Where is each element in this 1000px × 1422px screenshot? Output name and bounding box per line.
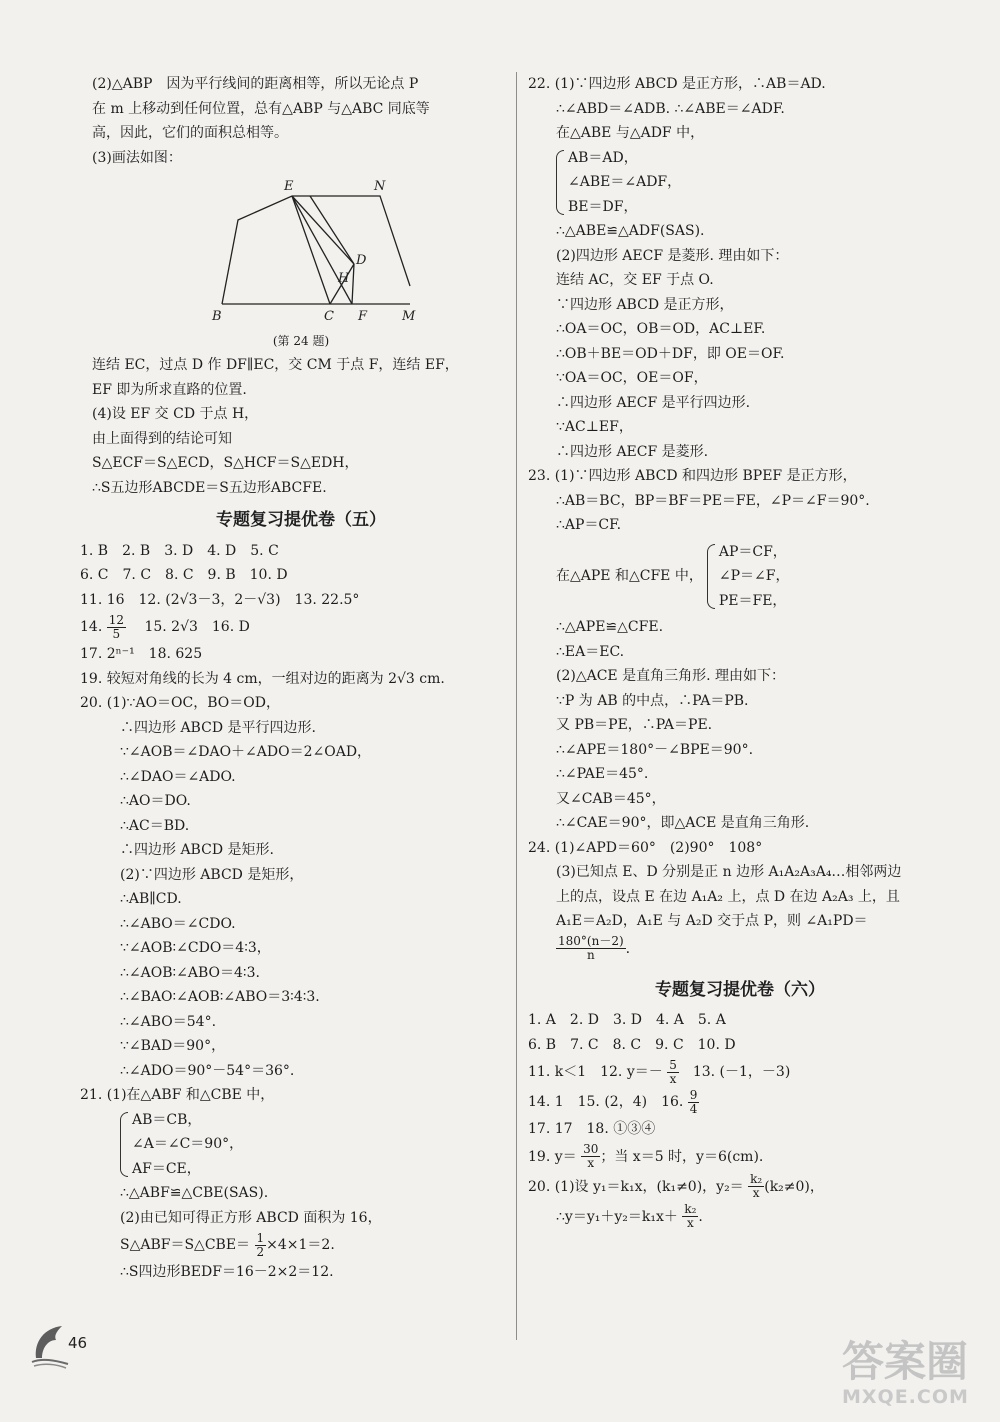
text-line: (3)已知点 E、D 分别是正 n 边形 A₁A₂A₃A₄…相邻两边: [556, 864, 902, 880]
text-line: ∴∠CAE＝90°，即△ACE 是直角三角形.: [556, 815, 810, 831]
answer-line: 6. B 7. C 8. C 9. C 10. D: [528, 1036, 736, 1053]
text-line: 连结 AC，交 EF 于点 O.: [556, 272, 714, 288]
answer-line: 11. 16 12. (2√3－3，2－√3) 13. 22.5°: [80, 591, 360, 608]
q19-fraction: [581, 1143, 600, 1170]
right-column: [528, 72, 952, 1232]
text-line: S△ECF＝S△ECD，S△HCF＝S△EDH，: [92, 455, 359, 471]
brace-lead: 在△APE 和△CFE 中，: [556, 568, 703, 584]
line-ed: [292, 196, 354, 264]
text-line: ∴四边形 AECF 是平行四边形.: [556, 394, 751, 411]
fraction-tail: .: [625, 940, 631, 957]
text-line: ∵OA＝OC，OE＝OF，: [556, 370, 708, 386]
text-line: (2)△ABP 因为平行线间的距离相等，所以无论点 P: [92, 76, 419, 92]
fraction-denominator: 2: [256, 1244, 265, 1259]
fraction-denominator: x: [587, 1156, 595, 1170]
fraction-denominator: x: [752, 1186, 760, 1200]
figure-caption: (第 24 题): [272, 333, 330, 348]
text-line: ∴AO＝DO.: [120, 793, 191, 809]
q20-fraction: [748, 1173, 764, 1200]
answer-line-q20: [528, 1172, 952, 1202]
section-title-5: 专题复习提优卷（五）: [216, 510, 386, 530]
q20-line2-lead: ∴y＝y₁＋y₂＝k₁x＋: [556, 1208, 678, 1225]
answer-line-q14: [528, 1087, 952, 1117]
label-c: C: [324, 309, 334, 324]
text-line: ∴∠BAO∶∠AOB∶∠ABO＝3∶4∶3.: [120, 989, 320, 1005]
answer-line: 1. B 2. B 3. D 4. D 5. C: [80, 542, 279, 559]
label-b: B: [212, 309, 222, 324]
answer-line-q19: [528, 1142, 952, 1172]
label-f: F: [358, 309, 368, 324]
brace-line: ∠ABE＝∠ADF，: [568, 174, 682, 190]
text-line: 由上面得到的结论可知: [92, 430, 232, 447]
text-line: ∵四边形 ABCD 是正方形，: [556, 296, 734, 313]
text-line: (3)画法如图：: [92, 149, 182, 166]
text-line: EF 即为所求直路的位置.: [92, 381, 247, 398]
q21-area-line: [120, 1230, 510, 1260]
text-line: ∵∠BAD＝90°，: [120, 1038, 226, 1054]
answer-line: 17. 17 18. ①③④: [528, 1121, 656, 1137]
label-n: N: [374, 179, 386, 194]
text-line: ∴AP＝CF.: [556, 517, 622, 533]
fraction-numerator: 12: [108, 612, 124, 627]
line-df: [310, 196, 354, 264]
text-line: ∴OB＋BE＝OD＋DF，即 OE＝OF.: [556, 345, 785, 362]
text-line: ∴∠ABD＝∠ADB. ∴∠ABE＝∠ADF.: [556, 100, 785, 117]
text-line: ∴∠ABO＝∠CDO.: [120, 915, 236, 932]
text-line: 又∠CAB＝45°，: [556, 790, 666, 807]
watermark-text: 答案圈: [842, 1337, 969, 1386]
q19-tail: ；当 x＝5 时，y＝6(cm).: [600, 1148, 764, 1165]
q22-brace-system: [556, 146, 681, 220]
answer-line: 1. A 2. D 3. D 4. A 5. A: [528, 1012, 726, 1028]
label-e: E: [284, 179, 294, 194]
label-m: M: [402, 309, 416, 324]
text-line: (2)△ACE 是直角三角形. 理由如下：: [556, 668, 785, 684]
text-line: (4)设 EF 交 CD 于点 H，: [92, 406, 259, 422]
q16-fraction: [688, 1089, 700, 1116]
text-line: ∵∠AOB＝∠DAO＋∠ADO＝2∠OAD，: [120, 744, 372, 760]
text-line: 在 m 上移动到任何位置，总有△ABP 与△ABC 同底等: [92, 100, 430, 117]
text-line: ∴OA＝OC，OB＝OD，AC⊥EF.: [556, 321, 766, 337]
text-line: 又 PB＝PE，∴PA＝PE.: [556, 717, 713, 733]
answer-line-q14: [80, 612, 510, 642]
label-h: H: [338, 271, 350, 286]
q20-solution: [92, 716, 510, 1084]
q20-tail: (k₂≠0)，: [764, 1178, 824, 1195]
page-number: 46: [68, 1334, 88, 1352]
fraction-numerator: k₂: [750, 1172, 763, 1186]
text-line: 高，因此，它们的面积总相等。: [92, 125, 288, 141]
fraction-numerator: 1: [256, 1230, 265, 1245]
text-line: 上的点，设点 E 在边 A₁A₂ 上，点 D 在边 A₂A₃ 上，且: [556, 888, 900, 905]
geometry-figure: [92, 174, 510, 353]
q23-brace-system: [707, 540, 790, 614]
brace-line: AP＝CF，: [718, 543, 787, 560]
q19-lead: 19. y＝: [528, 1148, 577, 1165]
text-line: ∵P 为 AB 的中点，∴PA＝PB.: [556, 692, 749, 709]
text-line: ∴四边形 ABCD 是平行四边形.: [120, 719, 316, 736]
text-line: ∴∠DAO＝∠ADO.: [120, 768, 236, 785]
column-divider: [516, 72, 517, 1340]
brace-line: BE＝DF，: [568, 198, 638, 215]
q20-lead: 20. (1)设 y₁＝k₁x，(k₁≠0)，y₂＝: [528, 1178, 744, 1195]
text-line: (2)四边形 AECF 是菱形. 理由如下：: [556, 247, 789, 264]
answer-line: 19. 较短对角线的长为 4 cm，一组对边的距离为 2√3 cm.: [80, 670, 445, 687]
text-line: ∴∠APE＝180°－∠BPE＝90°.: [556, 741, 754, 758]
text-line: ∴四边形 ABCD 是矩形.: [120, 842, 274, 858]
q14-rest: 15. 2√3 16. D: [144, 619, 250, 635]
area-rhs: ×4×1＝2.: [266, 1237, 335, 1253]
q14-lead: 14. 1 15. (2，4) 16.: [528, 1094, 688, 1110]
text-line: ∴S五边形ABCDE＝S五边形ABCFE.: [92, 479, 327, 496]
text-line: 连结 EC，过点 D 作 DF∥EC，交 CM 于点 F，连结 EF，: [92, 357, 459, 373]
q20-line2-fraction: [682, 1203, 698, 1230]
text-line: (2)由已知可得正方形 ABCD 面积为 16，: [120, 1209, 382, 1226]
label-d: D: [356, 253, 367, 268]
fraction-denominator: 5: [112, 626, 121, 641]
fraction-numerator: 5: [669, 1057, 677, 1072]
fraction-denominator: x: [686, 1216, 694, 1230]
q11-lead: 11. k＜1 12. y＝－: [528, 1064, 663, 1080]
q20-line2-tail: .: [698, 1208, 703, 1225]
text-line: ∴∠AOB∶∠ABO＝4∶3.: [120, 964, 260, 981]
brace-line: ∠P＝∠F，: [718, 568, 790, 584]
text-line: ∴∠ABO＝54°.: [120, 1013, 217, 1030]
text-line: ∴AB＝BC，BP＝BF＝PE＝FE，∠P＝∠F＝90°.: [556, 492, 870, 509]
text-line: ∴∠PAE＝45°.: [556, 766, 649, 782]
watermark-logo: [842, 1330, 982, 1390]
text-line: 在△ABE 与△ADF 中，: [556, 125, 705, 141]
figure-24-diagram: [92, 174, 510, 324]
q21-brace-system: [120, 1108, 243, 1182]
brace-line: ∠A＝∠C＝90°，: [132, 1136, 244, 1152]
fraction-numerator: 9: [689, 1087, 698, 1102]
fraction-numerator: 30: [583, 1142, 599, 1156]
q14-fraction: [107, 614, 126, 641]
area-fraction: [255, 1232, 267, 1259]
text-line: ∴△ABF≌△CBE(SAS).: [120, 1185, 269, 1201]
brace-line: AB＝AD，: [568, 149, 638, 166]
text-line: 24. (1)∠APD＝60° (2)90° 108°: [528, 839, 763, 856]
text-line: 23. (1)∵四边形 ABCD 和四边形 BPEF 是正方形，: [528, 468, 857, 484]
q23-brace-row: [528, 540, 952, 614]
text-line: ∴AB∥CD.: [120, 891, 182, 907]
brace-line: AB＝CB，: [132, 1111, 202, 1128]
text-line: 21. (1)在△ABF 和△CBE 中，: [80, 1087, 275, 1103]
q12-fraction: [667, 1059, 679, 1086]
fraction-numerator: k₂: [684, 1202, 697, 1216]
line-ef: [292, 196, 352, 304]
text-line: ∴△ABE≌△ADF(SAS).: [556, 223, 705, 239]
outline-top: [222, 196, 410, 304]
q24-fraction-line: [556, 934, 952, 964]
text-line: ∵∠AOB∶∠CDO＝4∶3，: [120, 940, 271, 956]
brace-line: AF＝CE，: [132, 1160, 201, 1177]
fraction-denominator: 4: [689, 1101, 698, 1116]
area-lhs: S△ABF＝S△CBE＝: [120, 1237, 251, 1253]
text-line: ∵AC⊥EF，: [556, 419, 633, 435]
text-line: (2)∵四边形 ABCD 是矩形，: [120, 866, 304, 883]
line-ec: [292, 196, 330, 304]
q24-fraction: [556, 935, 626, 962]
brace-line: PE＝FE，: [718, 592, 787, 609]
answer-line: 17. 2ⁿ⁻¹ 18. 625: [80, 646, 203, 662]
text-line: ∴AC＝BD.: [120, 817, 190, 834]
text-line: ∴四边形 AECF 是菱形.: [556, 443, 709, 460]
left-column: [80, 72, 510, 1285]
text-line: ∴△APE≌△CFE.: [556, 619, 664, 635]
fraction-numerator: 180°(n－2): [558, 934, 624, 948]
text-line: ∴∠ADO＝90°－54°＝36°.: [120, 1062, 295, 1079]
answer-line-q11: [528, 1057, 952, 1087]
q14-number: 14.: [80, 619, 103, 635]
fraction-denominator: x: [669, 1071, 677, 1086]
fraction-denominator: n: [586, 948, 595, 962]
text-line: A₁E＝A₂D，A₁E 与 A₂D 交于点 P，则 ∠A₁PD＝: [556, 913, 868, 929]
answer-line: 6. C 7. C 8. C 9. B 10. D: [80, 567, 288, 583]
q11-tail: 13. (－1，－3): [678, 1064, 791, 1080]
watermark-url: MXQE.COM: [842, 1386, 969, 1408]
text-line: 22. (1)∵四边形 ABCD 是正方形，∴AB＝AD.: [528, 76, 826, 92]
answer-line: 20. (1)∵AO＝OC，BO＝OD，: [80, 695, 280, 711]
section-title-6: 专题复习提优卷（六）: [655, 979, 825, 1000]
text-line: ∴S四边形BEDF＝16－2×2＝12.: [120, 1264, 334, 1280]
answer-line-q20-2: [528, 1202, 952, 1232]
text-line: ∴EA＝EC.: [556, 643, 625, 660]
